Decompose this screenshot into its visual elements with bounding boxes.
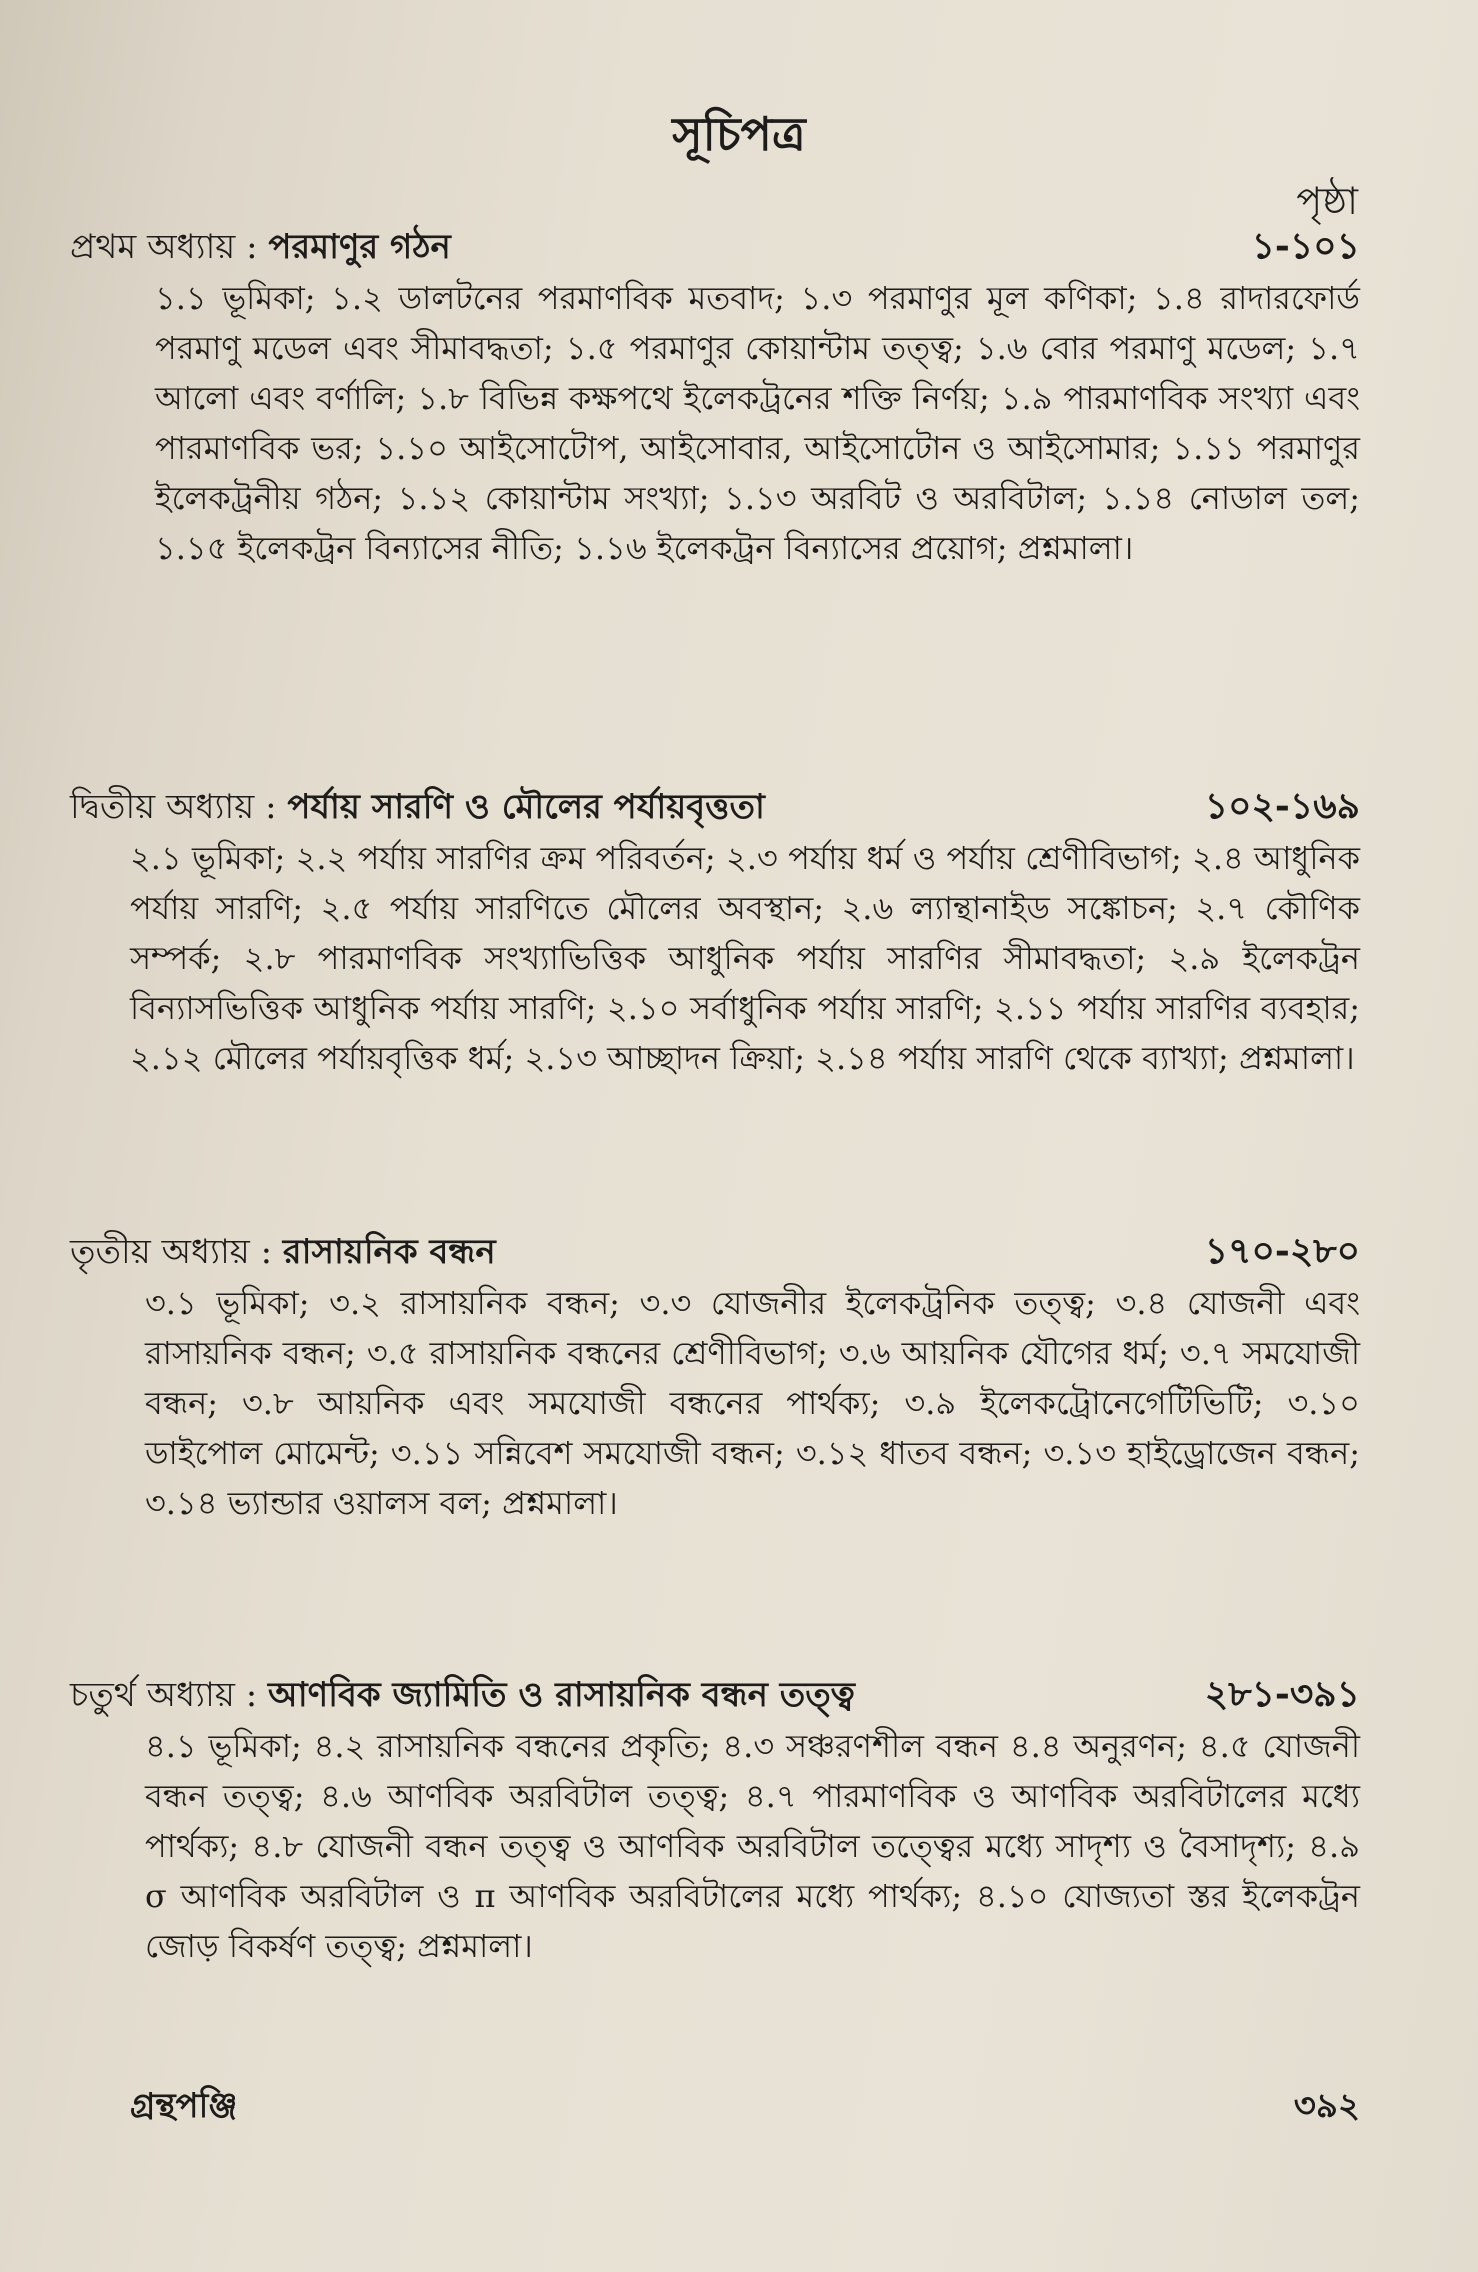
chapter-page-range: ১-১০১: [1251, 225, 1360, 267]
chapter-name: পর্যায় সারণি ও মৌলের পর্যায়বৃত্ততা: [287, 787, 765, 827]
chapter-heading: [70, 220, 1360, 273]
bibliography-entry: [130, 2080, 1360, 2137]
chapter-title: [70, 1669, 855, 1721]
chapter-label: প্রথম অধ্যায় :: [70, 227, 258, 267]
bibliography-label: গ্রন্থপঞ্জি: [130, 2086, 238, 2126]
chapter-page-range: ১০২-১৬৯: [1204, 785, 1360, 827]
chapter-name: পরমাণুর গঠন: [268, 227, 451, 267]
bibliography-page: ৩৯২: [1293, 2086, 1360, 2126]
chapter-title: [70, 221, 451, 273]
chapter-page-range: ১৭০-২৮০: [1204, 1230, 1360, 1272]
chapter-heading: [70, 1668, 1360, 1721]
chapter-label: চতুর্থ অধ্যায় :: [70, 1675, 258, 1715]
chapter-contents: ৩.১ ভূমিকা; ৩.২ রাসায়নিক বন্ধন; ৩.৩ যোজনীর ইলেকট্রনিক তত্ত্ব; ৩.৪ যোজনী এবং রাসায়নিক বন্ধন; ৩.৫ রাসায়নিক বন্ধনের শ্রেণীবিভাগ; ৩.৬ আয়নিক যৌগের ধর্ম; ৩.৭ সমযোজী বন্ধন; ৩.৮ আয়নিক এবং সমযোজী বন্ধনের পার্থক্য; ৩.৯ ইলেকট্রোনেগেটিভিটি; ৩.১০ ডাইপোল মোমেন্ট; ৩.১১ সন্নিবেশ সমযোজী বন্ধন; ৩.১২ ধাতব বন্ধন; ৩.১৩ হাইড্রোজেন বন্ধন; ৩.১৪ ভ্যান্ডার ওয়ালস বল; প্রশ্নমালা।: [145, 1284, 1360, 1522]
chapter-entry: [70, 1668, 1360, 1971]
chapter-entry: [70, 220, 1360, 573]
chapter-name: রাসায়নিক বন্ধন: [282, 1232, 496, 1272]
page-column-label: পৃষ্ঠা: [1296, 179, 1358, 223]
chapter-page-range: ২৮১-৩৯১: [1204, 1673, 1360, 1715]
chapter-title: [70, 781, 765, 833]
chapter-title: [70, 1226, 496, 1278]
chapter-label: দ্বিতীয় অধ্যায় :: [70, 787, 277, 827]
chapter-entry: [70, 780, 1360, 1083]
chapter-contents: ৪.১ ভূমিকা; ৪.২ রাসায়নিক বন্ধনের প্রকৃতি; ৪.৩ সঞ্চরণশীল বন্ধন ৪.৪ অনুরণন; ৪.৫ যোজনী বন্ধন তত্ত্ব; ৪.৬ আণবিক অরবিটাল তত্ত্ব; ৪.৭ পারমাণবিক ও আণবিক অরবিটালের মধ্যে পার্থক্য; ৪.৮ যোজনী বন্ধন তত্ত্ব ও আণবিক অরবিটাল তত্ত্বের মধ্যে সাদৃশ্য ও বৈসাদৃশ্য; ৪.৯ σ আণবিক অরবিটাল ও π আণবিক অরবিটালের মধ্যে পার্থক্য; ৪.১০ যোজ্যতা স্তর ইলেকট্রন জোড় বিকর্ষণ তত্ত্ব; প্রশ্নমালা।: [145, 1727, 1360, 1965]
page-title: সূচিপত্র: [672, 107, 806, 161]
chapter-entry: [70, 1225, 1360, 1528]
chapter-label: তৃতীয় অধ্যায় :: [70, 1232, 273, 1272]
chapter-heading: [70, 1225, 1360, 1278]
chapter-contents: ১.১ ভূমিকা; ১.২ ডালটনের পরমাণবিক মতবাদ; ১.৩ পরমাণুর মূল কণিকা; ১.৪ রাদারফোর্ড পরমাণু মডেল এবং সীমাবদ্ধতা; ১.৫ পরমাণুর কোয়ান্টাম তত্ত্ব; ১.৬ বোর পরমাণু মডেল; ১.৭ আলো এবং বর্ণালি; ১.৮ বিভিন্ন কক্ষপথে ইলেকট্রনের শক্তি নির্ণয়; ১.৯ পারমাণবিক সংখ্যা এবং পারমাণবিক ভর; ১.১০ আইসোটোপ, আইসোবার, আইসোটোন ও আইসোমার; ১.১১ পরমাণুর ইলেকট্রনীয় গঠন; ১.১২ কোয়ান্টাম সংখ্যা; ১.১৩ অরবিট ও অরবিটাল; ১.১৪ নোডাল তল; ১.১৫ ইলেকট্রন বিন্যাসের নীতি; ১.১৬ ইলেকট্রন বিন্যাসের প্রয়োগ; প্রশ্নমালা।: [155, 279, 1360, 567]
chapter-contents: ২.১ ভূমিকা; ২.২ পর্যায় সারণির ক্রম পরিবর্তন; ২.৩ পর্যায় ধর্ম ও পর্যায় শ্রেণীবিভাগ; ২.৪ আধুনিক পর্যায় সারণি; ২.৫ পর্যায় সারণিতে মৌলের অবস্থান; ২.৬ ল্যান্থানাইড সঙ্কোচন; ২.৭ কৌণিক সম্পর্ক; ২.৮ পারমাণবিক সংখ্যাভিত্তিক আধুনিক পর্যায় সারণির সীমাবদ্ধতা; ২.৯ ইলেকট্রন বিন্যাসভিত্তিক আধুনিক পর্যায় সারণি; ২.১০ সর্বাধুনিক পর্যায় সারণি; ২.১১ পর্যায় সারণির ব্যবহার; ২.১২ মৌলের পর্যায়বৃত্তিক ধর্ম; ২.১৩ আচ্ছাদন ক্রিয়া; ২.১৪ পর্যায় সারণি থেকে ব্যাখ্যা; প্রশ্নমালা।: [130, 839, 1360, 1077]
chapter-heading: [70, 780, 1360, 833]
chapter-name: আণবিক জ্যামিতি ও রাসায়নিক বন্ধন তত্ত্ব: [268, 1675, 855, 1715]
